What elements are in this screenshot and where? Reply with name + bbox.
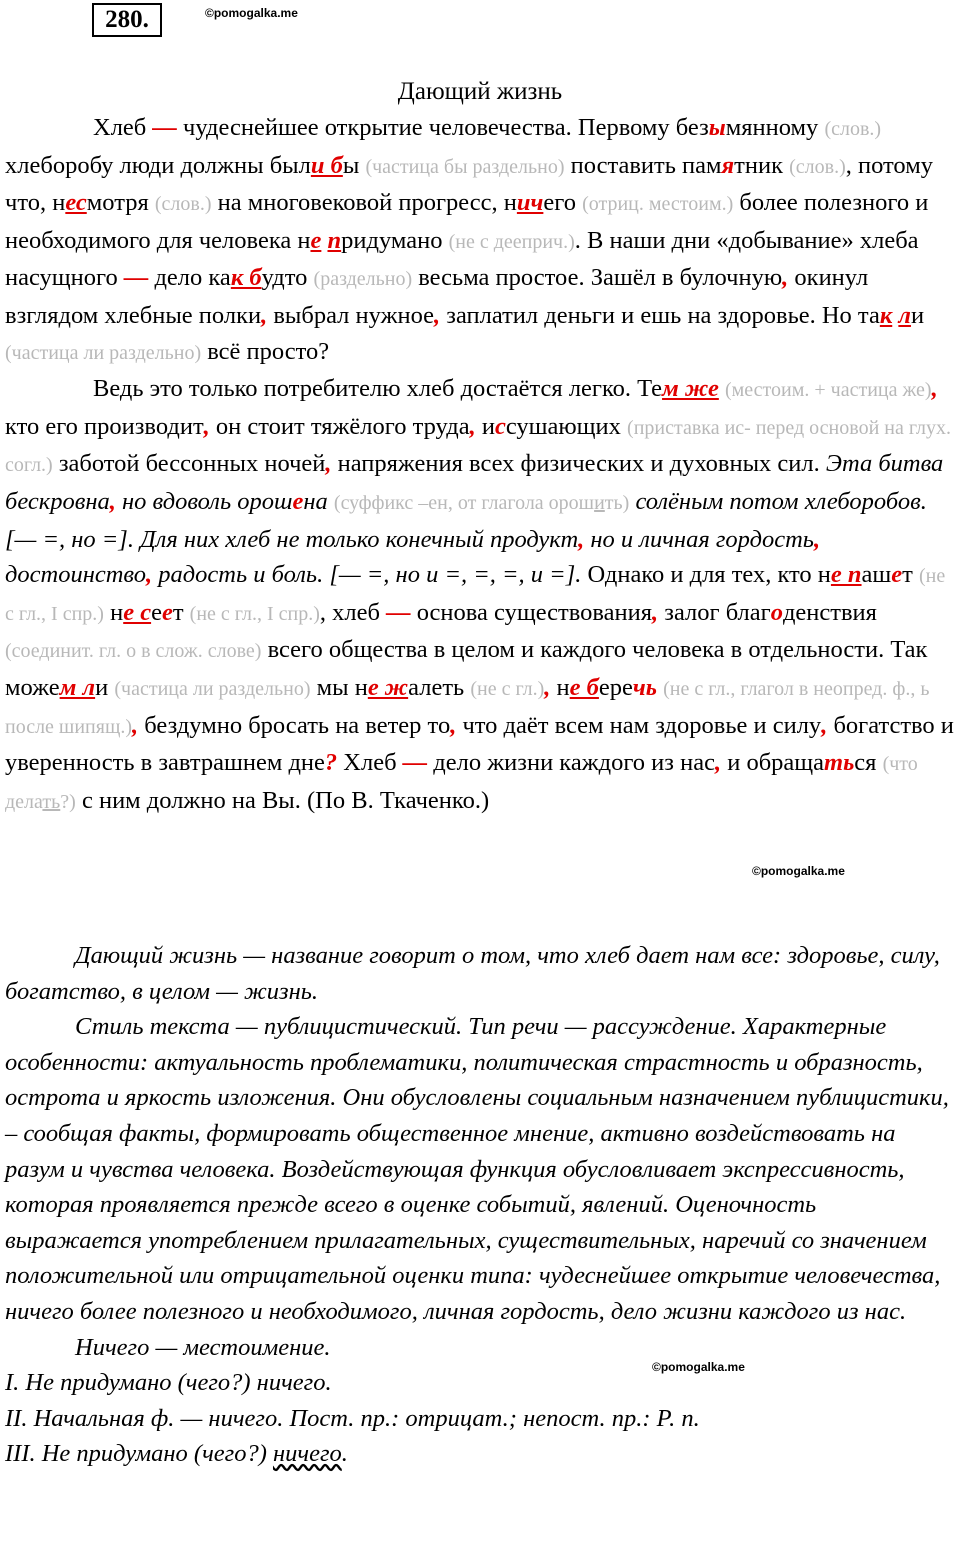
analysis-style: Стиль текста — публицистический. Тип речи — рассуждение. Характерные особенности: актуальность проблематики, политическая страстность и образность, острота и яркость изложения. Они обусловлены социальным назначением публицистики, – сообщая факты, формировать общественное мнение, активно воздействовать на разум и чувства человека. Воздействующая функция обусловливает экспрессивность, которая проявляется прежде всего в оценке событий, явлений. Оценочность выражается употреблением прилагательных, существительных, наречий со значением положительной или отрицательной оценки типа: чудеснейшее открытие человечества, ничего более полезного и необходимого, личная гордость, дело жизни каждого из нас. [5, 1013, 949, 1325]
watermark: ©pomogalka.me [752, 864, 845, 878]
analysis-step-1: I. Не придумано (чего?) ничего. [5, 1369, 332, 1397]
analysis-step-2: II. Начальная ф. — ничего. Пост. пр.: отрицат.; непост. пр.: Р. п. [5, 1404, 700, 1432]
analysis-word: Ничего — местоимение. [75, 1333, 331, 1361]
page-title: Дающий жизнь [397, 78, 563, 105]
analysis-step-3-prefix: III. Не придумано (чего?) [5, 1440, 273, 1468]
exercise-number: 280. [92, 3, 162, 37]
text-paragraph-2: Ведь это только потребителю хлеб достаётся легко. Тем же (местоим. + частица же), кто его производит, он стоит тяжёлого труда, иссушающих (приставка ис- перед основой на глух. согл.) заботой бессонных ночей, напряжения всех физических и духовных сил. Эта битва бескровна, но вдоволь орошена (суффикс –ен, от глагола орошить) солёным потом хлеборобов. [— =, но =]. Для них хлеб не только конечный продукт, но и личная гордость, достоинство, радость и боль. [— =, но и =, =, =, и =]. Однако и для тех, кто не пашет (не с гл., I спр.) не сеет (не с гл., I спр.), хлеб — основа существования, залог благоденствия (соединит. гл. о в слож. слове) всего общества в целом и каждого человека в отдельности. Так можем ли (частица ли раздельно) мы не жалеть (не с гл.), не беречь (не с гл., глагол в неопред. ф., ь после шипящ.), бездумно бросать на ветер то, что даёт всем нам здоровье и силу, богатство и уверенность в завтрашнем дне? Хлеб — дело жизни каждого из нас, и обращаться (что делать?) с ним должно на Вы. (По В. Ткаченко.) [5, 375, 954, 814]
analysis-title-meaning: Дающий жизнь — название говорит о том, что хлеб дает нам все: здоровье, силу, богатство, в целом — жизнь. [5, 942, 940, 1005]
text-paragraph-1: Хлеб — чудеснейшее открытие человечества. Первому безымянному (слов.) хлеборобу люди должны были бы (частица бы раздельно) поставить памятник (слов.), потому что, несмотря (слов.) на многовековой прогресс, ничего (отриц. местоим.) более полезного и необходимого для человека не придумано (не с дееприч.). В наши дни «добывание» хлеба насущного — дело как будто (раздельно) весьма простое. Зашёл в булочную, окинул взглядом хлебные полки, выбрал нужное, заплатил деньги и ешь на здоровье. Но так ли (частица ли раздельно) всё просто? [5, 114, 933, 365]
watermark: ©pomogalka.me [205, 6, 298, 20]
analysis-section [5, 938, 955, 1472]
analysis-step-3-word: ничего [272, 1440, 342, 1468]
watermark: ©pomogalka.me [652, 1360, 745, 1374]
exercise-text [5, 110, 955, 820]
analysis-step-3-suffix: . [341, 1440, 348, 1468]
analysis-step-3 [5, 1436, 955, 1472]
